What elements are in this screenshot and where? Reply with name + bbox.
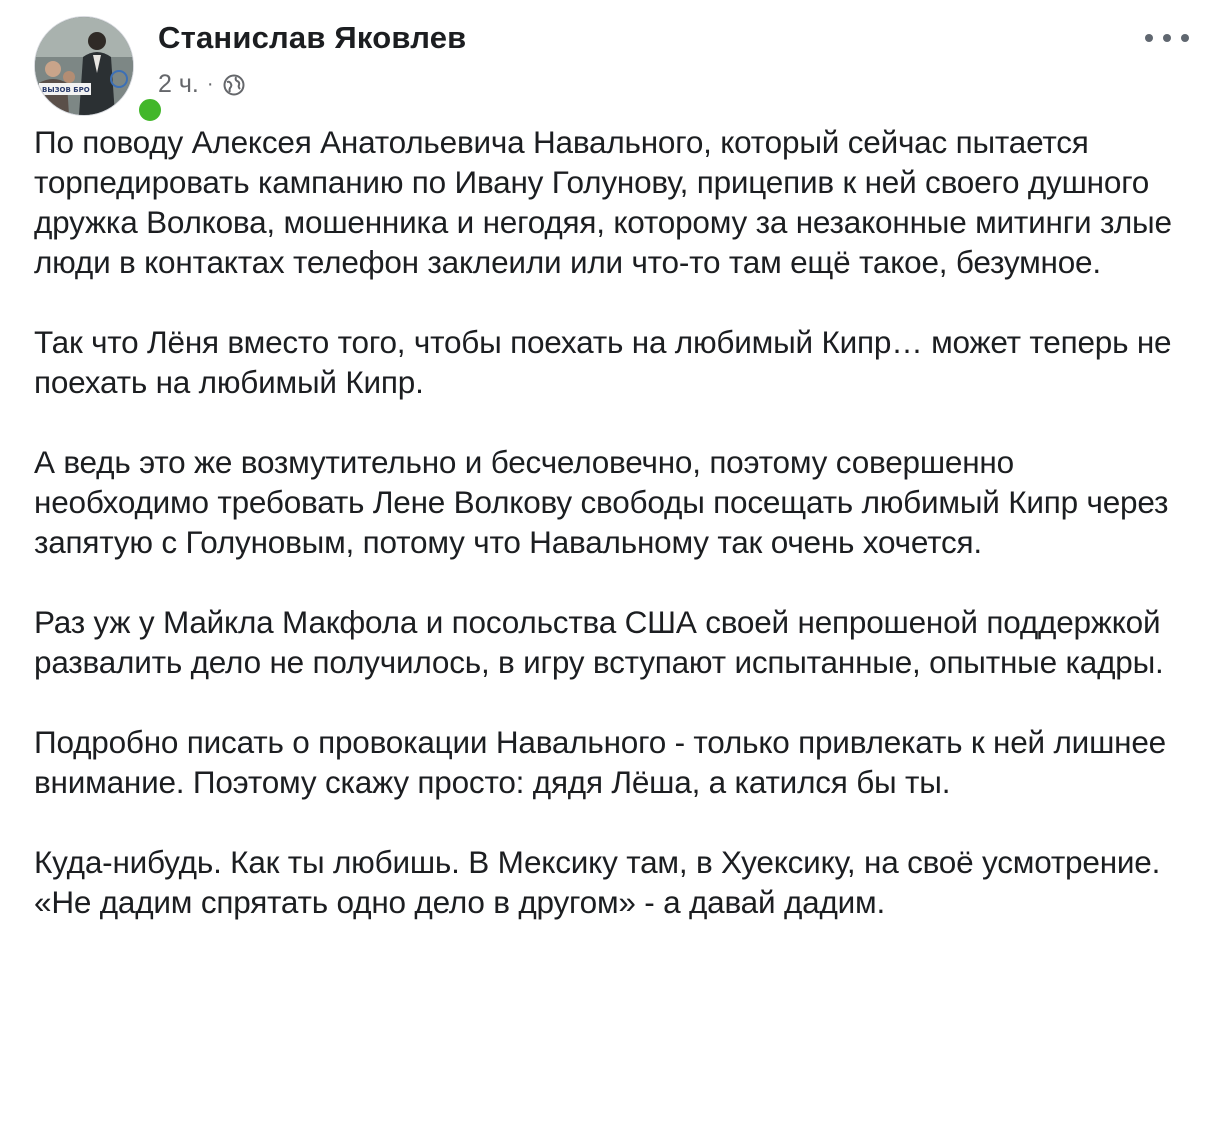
globe-icon[interactable]: [222, 73, 246, 97]
post-paragraph: По поводу Алексея Анатольевича Навального, который сейчас пытается торпедировать кампанию по Ивану Голунову, прицепив к ней своего душного дружка Волкова, мошенника и негодяя, которому за незаконные митинги злые люди в контактах телефон заклеили или что-то там ещё такое, безумное.: [34, 124, 1172, 280]
post-meta: [158, 70, 246, 99]
post-header: [34, 16, 1189, 116]
post-text: [34, 122, 1184, 962]
post-paragraph: Раз уж у Майкла Макфола и посольства США своей непрошеной поддержкой развалить дело не получилось, в игру вступают испытанные, опытные кадры.: [34, 604, 1164, 680]
post-paragraph: Подробно писать о провокации Навального - только привлекать к ней лишнее внимание. Поэтому скажу просто: дядя Лёша, а катился бы ты.: [34, 724, 1166, 800]
online-status-indicator: [136, 96, 164, 124]
avatar-banner-text: ВЫЗОВ БРО: [42, 86, 90, 94]
meta-separator: ·: [206, 73, 214, 95]
author-name[interactable]: Станислав Яковлев: [158, 20, 467, 55]
avatar[interactable]: [34, 16, 134, 116]
post-time[interactable]: 2 ч.: [158, 70, 199, 98]
post-paragraph: Так что Лёня вместо того, чтобы поехать на любимый Кипр… может теперь не поехать на любимый Кипр.: [34, 324, 1172, 400]
post-paragraph: А ведь это же возмутительно и бесчеловечно, поэтому совершенно необходимо требовать Лене Волкову свободы посещать любимый Кипр через запятую с Голуновым, потому что Навальному так очень хочется.: [34, 444, 1169, 560]
avatar-image: [35, 17, 133, 115]
post-paragraph: Куда-нибудь. Как ты любишь. В Мексику там, в Хуексику, на своё усмотрение. «Не дадим спрятать одно дело в другом» - а давай дадим.: [34, 844, 1161, 920]
more-dots-icon[interactable]: [1145, 26, 1189, 50]
